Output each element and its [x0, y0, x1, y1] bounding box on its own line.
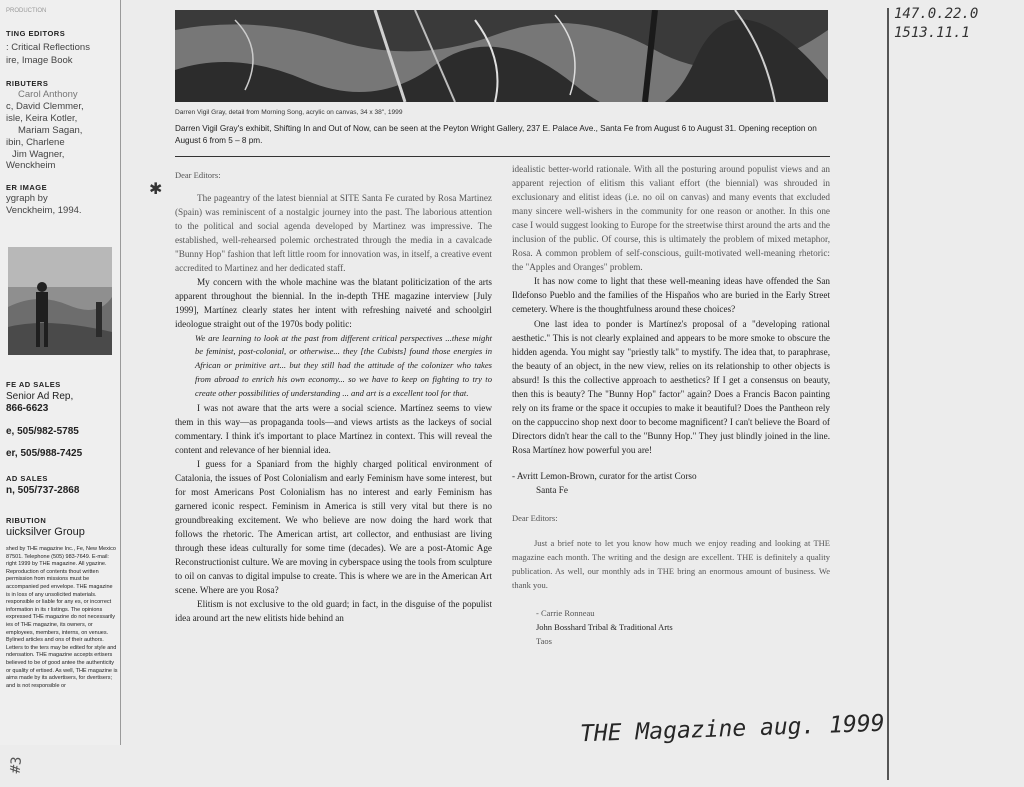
masthead-line: n, 505/737-2868: [6, 485, 80, 496]
masthead-line: Jim Wagner,: [12, 149, 65, 160]
letter-paragraph: The pageantry of the latest biennial at SITE Santa Fe curated by Rosa Martinez (Spain) was reminiscent of a nostalgic journey into the past. The laborious attention to the political and social agenda developed by Martinez was impressive. The established, well-rehearsed polemic orchestrated through the media in a cavalcade "Bunny Hop" fashion that left little room for innovation was, in itself, a creative event accredited to Martinez and her dedicated staff.: [175, 193, 492, 274]
cover-photo: [8, 247, 112, 355]
artwork-caption: Darren Vigil Gray, detail from Morning Song, acrylic on canvas, 34 x 38", 1999: [175, 109, 403, 116]
masthead-line: e, 505/982-5785: [6, 426, 79, 437]
masthead-line: ire, Image Book: [6, 55, 73, 66]
letter-paragraph: Elitism is not exclusive to the old guard; in fact, in the disguise of the populist idea around art the new elitists hide behind an: [175, 599, 492, 624]
letter-signature: - Carrie Ronneau: [536, 608, 595, 619]
divider-rule: [175, 156, 830, 157]
letter-column-left: [175, 168, 492, 625]
masthead-line: Carol Anthony: [18, 89, 78, 100]
catalog-number-line: 147.0.22.0: [894, 6, 979, 22]
masthead-line: uicksilver Group: [6, 526, 85, 538]
masthead-line: TING EDITORS: [6, 29, 66, 38]
exhibit-caption: Darren Vigil Gray's exhibit, Shifting In and Out of Now, can be seen at the Peyton Wright Gallery, 237 E. Palace Ave., Santa Fe from August 6 to August 31. Opening reception on August 6 from 5 – 8 pm.: [175, 124, 817, 145]
handwritten-page-mark: #3: [7, 755, 26, 775]
masthead-line: isle, Keira Kotler,: [6, 113, 78, 124]
artwork-texture: [175, 10, 828, 102]
masthead-line: RIBUTION: [6, 516, 47, 525]
page-edge-rule: [887, 8, 889, 780]
masthead-line: c, David Clemmer,: [6, 101, 84, 112]
masthead-line: FE AD SALES: [6, 380, 61, 389]
letter-paragraph: One last idea to ponder is Martínez's proposal of a "developing rational aesthetic." This is not clearly explained and appears to be more smoke to obscure the hidden agenda. You might say "priestly talk" to mystify. The idea that, to paraphrase, the beauty of an object, in the new view, relies on its relationship to other objects is absurd! Is this the collective approach to aesthetics? If I get a consensus on beauty, then this is beauty? The "Bunny Hop" factor" again? Does a Francis Bacon painting rely on its frame or the space it occupies to make it beautiful? Does the Pantheon rely on the cappuccino shop next door to become magnificent? I can't believe the Board of Directors didn't hear the call to the "Bunny Hop." They just blindly joined in the line. Rosa Martínez how powerful you are!: [512, 318, 830, 455]
letter-paragraph: My concern with the whole machine was the blatant politicization of the arts apparent throughout the biennial. In the in-depth THE magazine interview [July 1999], Martínez clearly states her intent with refreshing naiveté and schoolgirl ideologue straight out of the 1970s body politic:: [175, 277, 492, 330]
letter-column-right: [512, 162, 830, 648]
masthead-line: 866-6623: [6, 403, 49, 414]
masthead-line: Mariam Sagan,: [18, 125, 83, 136]
letter-salutation: Dear Editors:: [512, 513, 558, 524]
publisher-fineprint: shed by THE magazine Inc., Fe, New Mexico 87501. Telephone (505) 983-7649. E-mail: right 1999 by THE magazine. All ygazine. Reproduction of contents thout written permission from missions must be accompanied ped envelope. THE magazine is in loss of any unsolicited materials. responsible or liable for any es, or incorrect information in its r listings. The opinions expressed THE magazine do not necessarily ies of THE magazine, its owners, or employees, members, interns, on venues. Bylined articles and ons of their authors. Letters to the ters may be edited for style and ndensation. THE magazine accepts ertisers believed to be of good antee the authenticity or quality of ertised. As well, THE magazine is aims made by its advertisers, for dvertisers; and is not responsible or: [6, 546, 118, 689]
letter-salutation: Dear Editors:: [175, 170, 221, 180]
masthead-line: : Critical Reflections: [6, 42, 90, 53]
letter-paragraph: I was not aware that the arts were a social science. Martínez seems to view them in this way—as propaganda tools—and views artists as the lackeys of social commentary. I think it's important to place Martínez in context. This will reveal the content and relevance of her biennial idea.: [175, 402, 492, 455]
masthead-line: Senior Ad Rep,: [6, 391, 74, 402]
masthead-line: RIBUTERS: [6, 79, 49, 88]
catalog-number: [894, 5, 978, 43]
artwork-image: [175, 10, 828, 102]
letter-signature-place: Taos: [536, 636, 552, 647]
masthead-line: Wenckheim: [6, 160, 56, 171]
masthead-line: AD SALES: [6, 474, 48, 483]
letter-signature: - Avritt Lemon-Brown, curator for the artist Corso: [512, 470, 697, 481]
letter-signature-place: Santa Fe: [536, 485, 568, 496]
letter-quote: We are learning to look at the past from different critical perspectives ...these might be feminist, post-colonial, or otherwise... they [the Cubists] found those energies in African or primitive art... but they still had the attitude of the colonizer who takes from abroad to enrich his own economy... so we have to keep on fighting to try to create other possibilities of understanding ... and art is a excellent tool for that.: [195, 332, 492, 398]
catalog-number-line: 1513.11.1: [894, 25, 970, 41]
letter-paragraph: idealistic better-world rationale. With all the posturing around populist views and an apparent rejection of elitism this valiant effort (the biennial) was shrouded in exclusionary and elitist ideas (i.e. no oil on canvas) and many events that excluded many sincere well-wishers in the community for one reason or another. In this one case I would suggest looking to Europe for the streetwise thirst around the arts and the inclusion of the public. Of course, this is ultimately the problem of mixed metaphor, Rosa. A common problem of self-conscious, guilt-motivated well-meaning rhetoric: the "Apples and Oranges" problem.: [512, 164, 830, 273]
handwritten-source-note: THE Magazine aug. 1999: [579, 710, 886, 748]
letter-paragraph: It has now come to light that these well-meaning ideas have offended the San Ildefonso Pueblo and the families of the Hispaños who are buried in the Early Street cemetery. Where is the thoughtfulness around these choices?: [512, 276, 830, 315]
masthead-line: ygraph by: [6, 193, 48, 204]
masthead-line: ibin, Charlene: [6, 137, 65, 148]
masthead-line: ER IMAGE: [6, 183, 48, 192]
masthead-line: Venckheim, 1994.: [6, 205, 82, 216]
star-mark-icon: ✱: [149, 181, 163, 198]
masthead-sidebar: [0, 0, 121, 745]
masthead-line: PRODUCTION: [6, 8, 47, 14]
masthead-line: er, 505/988-7425: [6, 448, 83, 459]
cover-photo-image: [8, 247, 112, 355]
letter-signature-org: John Bosshard Tribal & Traditional Arts: [536, 622, 673, 633]
letter-paragraph: I guess for a Spaniard from the highly charged political environment of Catalonia, the issues of Post Colonialism and early Feminism have some interest, but for most Americans Post Colonialism has no interest and early Feminism has garnered iconic respect. Feminism in America is still very vital but there is no groundbreaking excitement. We who believe are now doing the hard work that follows the rhetoric. The American artist, art collector, and enthusiast are living through these ideas culturally for some time (decades). We are a post-Atomic Age Reconstructionist culture. We are moving in cyberspace using the tools from sculpture to oil on canvas to digital impulse to create. This is where we are in the American Art scene. Where are you Rosa?: [175, 458, 492, 596]
letter-paragraph: Just a brief note to let you know how much we enjoy reading and looking at THE magazine each month. The writing and the design are excellent. THE is definitely a quality publication. As well, our monthly ads in THE bring an enormous amount of business. We thank you.: [512, 538, 830, 591]
